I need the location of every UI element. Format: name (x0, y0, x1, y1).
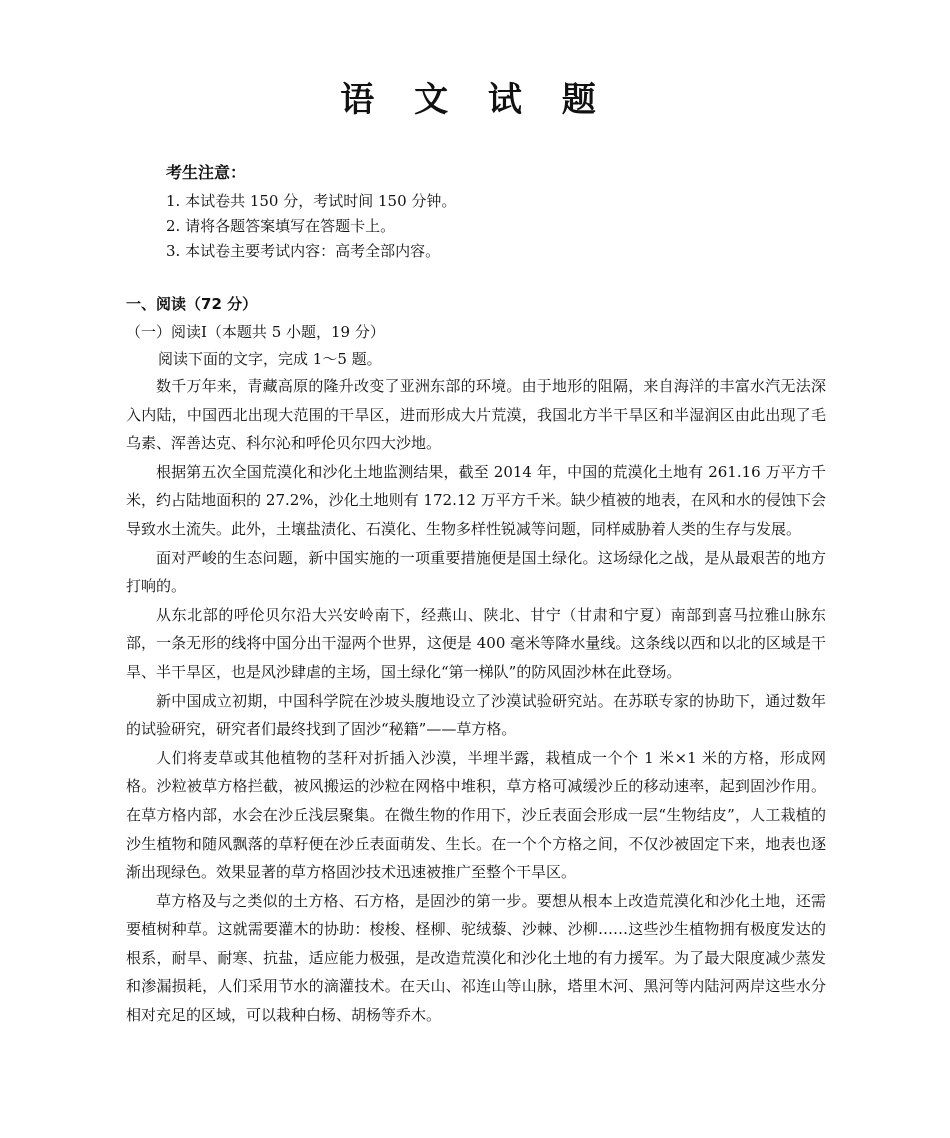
notice-item: 3. 本试卷主要考试内容：高考全部内容。 (166, 242, 441, 260)
section-heading: 一、阅读（72 分） (126, 295, 258, 313)
passage-paragraph: 从东北部的呼伦贝尔沿大兴安岭南下，经燕山、陕北、甘宁（甘肃和宁夏）南部到喜马拉雅山脉东部，一条无形的线将中国分出干湿两个世界，这便是 400 毫米等降水量线。这条线以西和以北的区域是干旱、半干旱区，也是风沙肆虐的主场，国土绿化“第一梯队”的防风固沙林在此登场。 (126, 605, 826, 681)
page-title: 语 文 试 题 (340, 80, 610, 120)
reading-instruction: 阅读下面的文字，完成 1～5 题。 (158, 350, 382, 368)
passage-paragraph: 新中国成立初期，中国科学院在沙坡头腹地设立了沙漠试验研究站。在苏联专家的协助下，通过数年的试验研究，研究者们最终找到了固沙“秘籍”——草方格。 (126, 691, 826, 739)
passage-paragraph: 数千万年来，青藏高原的隆升改变了亚洲东部的环境。由于地形的阻隔，来自海洋的丰富水汽无法深入内陆，中国西北出现大范围的干旱区，进而形成大片荒漠，我国北方半干旱区和半湿润区由此出现了毛乌素、浑善达克、科尔沁和呼伦贝尔四大沙地。 (126, 377, 826, 453)
reading-passage (126, 372, 826, 1030)
notice-heading: 考生注意： (166, 163, 247, 182)
subsection-heading: （一）阅读Ⅰ（本题共 5 小题，19 分） (126, 323, 385, 341)
passage-paragraph: 根据第五次全国荒漠化和沙化土地监测结果，截至 2014 年，中国的荒漠化土地有 261.16 万平方千米，约占陆地面积的 27.2%，沙化土地则有 172.12 万平方千米。缺少植被的地表，在风和水的侵蚀下会导致水土流失。此外，土壤盐渍化、石漠化、生物多样性锐减等问题，同样威胁着人类的生存与发展。 (126, 462, 826, 538)
notice-item: 2. 请将各题答案填写在答题卡上。 (166, 217, 396, 235)
passage-paragraph: 面对严峻的生态问题，新中国实施的一项重要措施便是国土绿化。这场绿化之战，是从最艰苦的地方打响的。 (126, 548, 826, 596)
candidate-notice (166, 160, 456, 264)
passage-paragraph: 人们将麦草或其他植物的茎秆对折插入沙漠，半埋半露，栽植成一个个 1 米×1 米的方格，形成网格。沙粒被草方格拦截，被风搬运的沙粒在网格中堆积，草方格可减缓沙丘的移动速率，起到固沙作用。在草方格内部，水会在沙丘浅层聚集。在微生物的作用下，沙丘表面会形成一层“生物结皮”，人工栽植的沙生植物和随风飘落的草籽便在沙丘表面萌发、生长。在一个个方格之间，不仅沙被固定下来，地表也逐渐出现绿色。效果显著的草方格固沙技术迅速被推广至整个干旱区。 (126, 748, 826, 882)
notice-item: 1. 本试卷共 150 分，考试时间 150 分钟。 (166, 192, 457, 210)
passage-paragraph: 草方格及与之类似的土方格、石方格，是固沙的第一步。要想从根本上改造荒漠化和沙化土地，还需要植树种草。这就需要灌木的协助：梭梭、柽柳、驼绒藜、沙棘、沙柳……这些沙生植物拥有极度发达的根系，耐旱、耐寒、抗盐，适应能力极强，是改造荒漠化和沙化土地的有力援军。为了最大限度减少蒸发和渗漏损耗，人们采用节水的滴灌技术。在天山、祁连山等山脉，塔里木河、黑河等内陆河两岸这些水分相对充足的区域，可以栽种白杨、胡杨等乔木。 (126, 891, 826, 1025)
